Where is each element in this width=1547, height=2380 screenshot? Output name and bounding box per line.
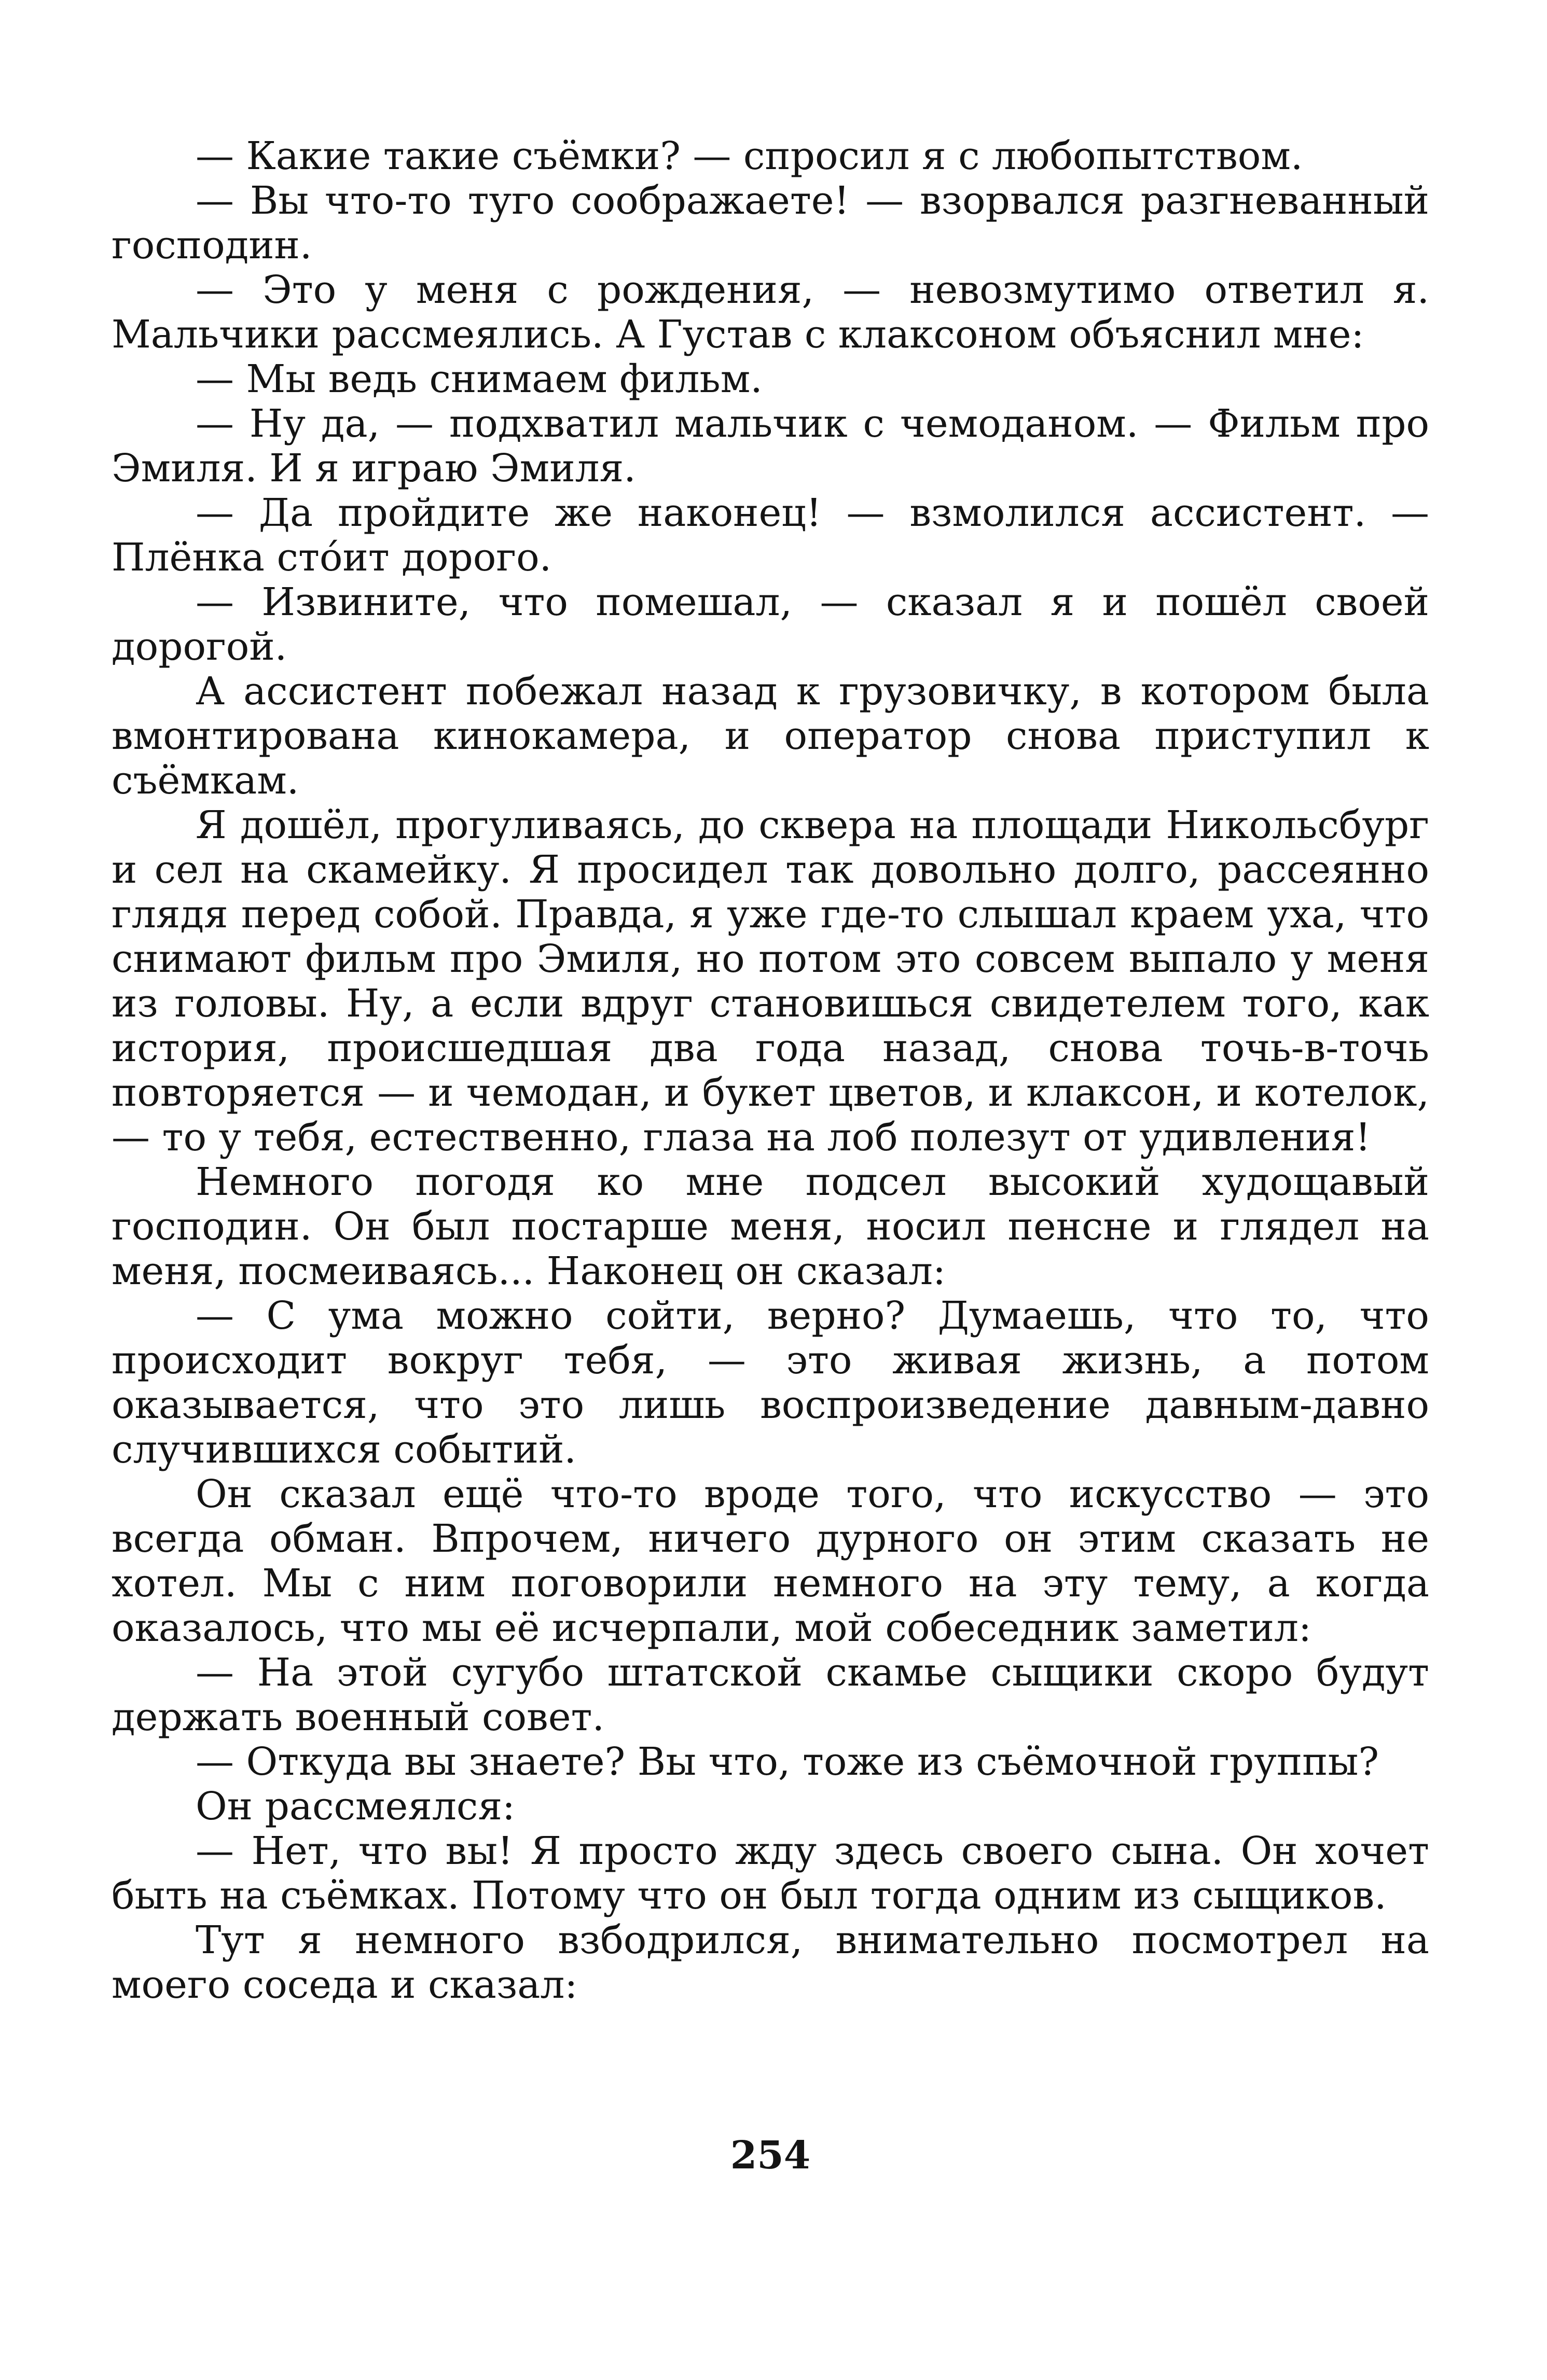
paragraph: — Мы ведь снимаем фильм.	[196, 357, 763, 401]
body-text	[112, 134, 1429, 2007]
paragraph: — Это у меня с рождения, — невозмутимо ответил я. Мальчики рассмеялись. А Густав с клаксоном объяснил мне:	[112, 268, 1429, 357]
paragraph: Немного погодя ко мне подсел высокий худощавый господин. Он был постарше меня, носил пенсне и глядел на меня, посмеиваясь... Наконец он сказал:	[112, 1160, 1429, 1293]
paragraph: — Извините, что помешал, — сказал я и пошёл своей дорогой.	[112, 580, 1429, 669]
paragraph: — Да пройдите же наконец! — взмолился ассистент. — Плёнка стóит дорого.	[112, 491, 1429, 580]
paragraph: Он сказал ещё что-то вроде того, что искусство — это всегда обман. Впрочем, ничего дурного он этим сказать не хотел. Мы с ним поговорили немного на эту тему, а когда оказалось, что мы её исчерпали, мой собеседник заметил:	[112, 1472, 1429, 1650]
page-number: 254	[730, 2133, 811, 2178]
paragraph: А ассистент побежал назад к грузовичку, в котором была вмонтирована кинокамера, и оператор снова приступил к съёмкам.	[112, 669, 1429, 803]
paragraph: — Откуда вы знаете? Вы что, тоже из съёмочной группы?	[196, 1739, 1379, 1784]
paragraph: — Нет, что вы! Я просто жду здесь своего сына. Он хочет быть на съёмках. Потому что он был тогда одним из сыщиков.	[112, 1829, 1429, 1918]
paragraph: — С ума можно сойти, верно? Думаешь, что то, что происходит вокруг тебя, — это живая жизнь, а потом оказывается, что это лишь воспроизведение давным-давно случившихся событий.	[112, 1293, 1429, 1472]
book-page	[112, 134, 1429, 2364]
paragraph: — Какие такие съёмки? — спросил я с любопытством.	[196, 134, 1303, 178]
paragraph: Тут я немного взбодрился, внимательно посмотрел на моего соседа и сказал:	[112, 1918, 1429, 2007]
paragraph: — Ну да, — подхватил мальчик с чемоданом. — Фильм про Эмиля. И я играю Эмиля.	[112, 401, 1429, 491]
paragraph: — На этой сугубо штатской скамье сыщики скоро будут держать военный совет.	[112, 1650, 1429, 1739]
paragraph: — Вы что-то туго соображаете! — взорвался разгневанный господин.	[112, 178, 1429, 268]
paragraph: Я дошёл, прогуливаясь, до сквера на площади Никольсбург и сел на скамейку. Я просидел так довольно долго, рассеянно глядя перед собой. Правда, я уже где-то слышал краем уха, что снимают фильм про Эмиля, но потом это совсем выпало у меня из головы. Ну, а если вдруг становишься свидетелем того, как история, происшедшая два года назад, снова точь-в-точь повторяется — и чемодан, и букет цветов, и клаксон, и котелок, — то у тебя, естественно, глаза на лоб полезут от удивления!	[112, 803, 1429, 1160]
paragraph: Он рассмеялся:	[196, 1784, 515, 1829]
